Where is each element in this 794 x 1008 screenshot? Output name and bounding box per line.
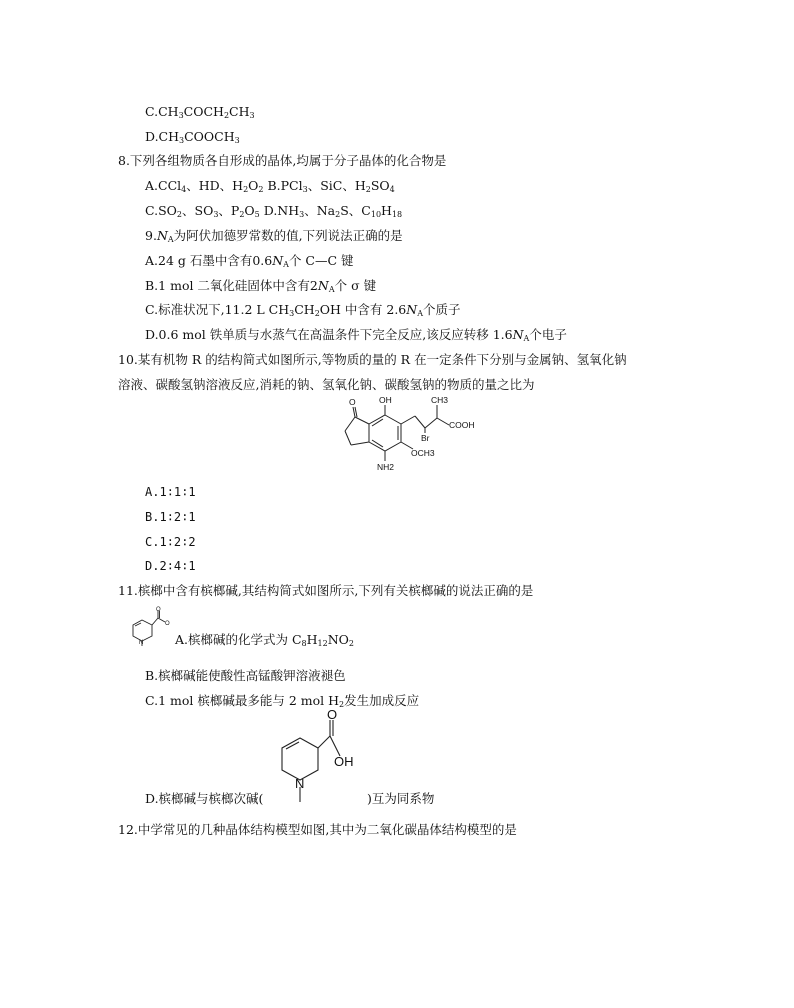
q10-stem-line1: 10.某有机物 R 的结构简式如图所示,等物质的量的 R 在一定条件下分别与金属钠、氢氧化钠 bbox=[118, 352, 627, 367]
q10-option-b: B.1∶2∶1 bbox=[145, 510, 196, 524]
q10-label-ch3: CH3 bbox=[431, 395, 449, 405]
q11-arecaidine-structure bbox=[272, 707, 372, 808]
q11-option-c: C.1 mol 槟榔碱最多能与 2 mol $H_2$发生加成反应 bbox=[145, 693, 420, 709]
q10-label-och3: OCH3 bbox=[411, 448, 435, 458]
q9-option-c: C.标准状况下,11.2 L $CH_3CH_2OH$ 中含有 $2.6N_A$个质子 bbox=[145, 302, 461, 318]
q10-structure-diagram bbox=[325, 393, 495, 473]
q10-stem-line2: 溶液、碳酸氢钠溶液反应,消耗的钠、氢氧化钠、碳酸氢钠的物质的量之比为 bbox=[118, 377, 535, 392]
q11-label-n: N bbox=[139, 640, 144, 646]
q11-label-oh: OH bbox=[334, 754, 354, 769]
q11-option-d-prefix: D.槟榔碱与槟榔次碱( bbox=[145, 791, 264, 806]
q11-label-o2: O bbox=[165, 621, 170, 627]
q12-stem: 12.中学常见的几种晶体结构模型如图,其中为二氧化碳晶体结构模型的是 bbox=[118, 822, 517, 837]
q10-label-nh2: NH2 bbox=[377, 462, 395, 472]
q10-option-a: A.1∶1∶1 bbox=[145, 485, 196, 499]
q10-label-o: O bbox=[349, 397, 356, 407]
q8-stem: 8.下列各组物质各自形成的晶体,均属于分子晶体的化合物是 bbox=[118, 153, 447, 168]
q11-option-a: A.槟榔碱的化学式为 $C_8H_{12}NO_2$ bbox=[175, 632, 355, 648]
q10-option-d: D.2∶4∶1 bbox=[145, 559, 196, 573]
q11-label-n2: N bbox=[295, 776, 305, 791]
q11-option-d-suffix: )互为同系物 bbox=[367, 791, 435, 806]
q11-label-o: O bbox=[327, 707, 338, 722]
q9-stem: $9.N_A$为阿伏加德罗常数的值,下列说法正确的是 bbox=[145, 228, 403, 244]
q11-arecoline-structure bbox=[128, 606, 172, 650]
q9-option-d: D.0.6 mol 铁单质与水蒸气在高温条件下完全反应,该反应转移 $1.6N_A$个电子 bbox=[145, 327, 567, 343]
q9-option-b: B.1 mol 二氧化硅固体中含有$2N_A$个 σ 键 bbox=[145, 278, 377, 294]
q8-options-ab: A.CCl$_4$、HD、$H_2O_2$ B.PCl$_3$、SiC、$H_2SO_4$ bbox=[145, 178, 395, 194]
q10-option-c: C.1∶2∶2 bbox=[145, 535, 196, 549]
q10-label-cooh: COOH bbox=[449, 420, 475, 430]
q10-label-oh: OH bbox=[379, 395, 392, 405]
q11-option-b: B.槟榔碱能使酸性高锰酸钾溶液褪色 bbox=[145, 668, 346, 683]
q11-label-o1: O bbox=[156, 607, 161, 613]
q10-label-br: Br bbox=[421, 433, 430, 443]
q9-option-a: A.24 g 石墨中含有$0.6N_A$个 C—C 键 bbox=[145, 253, 354, 269]
q8-options-cd: $C.SO_2$、$SO_3$、$P_2O_5$ $D.NH_3$、$Na_2S$、$C_{10}H_{18}$ bbox=[145, 203, 403, 219]
q11-stem: 11.槟榔中含有槟榔碱,其结构简式如图所示,下列有关槟榔碱的说法正确的是 bbox=[118, 583, 534, 598]
q7-option-d: $D.CH_3COOCH_3$ bbox=[145, 129, 240, 145]
q7-option-c: $C.CH_3COCH_2CH_3$ bbox=[145, 104, 255, 120]
